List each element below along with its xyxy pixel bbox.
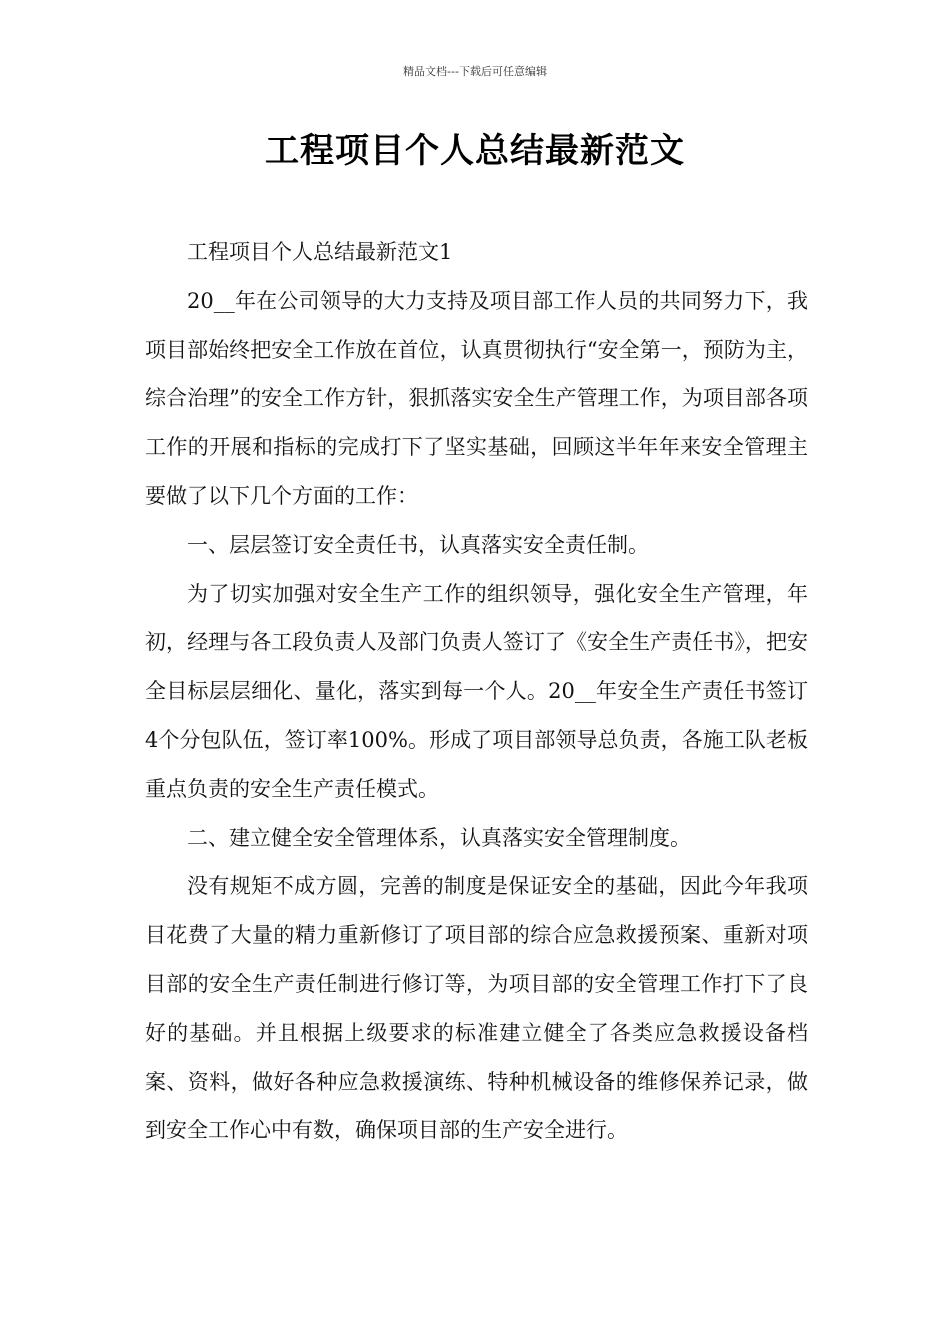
section-heading: 工程项目个人总结最新范文1 [187, 240, 453, 264]
intro-paragraph: 20__年在公司领导的大力支持及项目部工作人员的共同努力下，我项目部始终把安全工作放在首位，认真贯彻执行“安全第一，预防为主，综合治理”的安全工作方针，狠抓落实安全生产管理工作，为项目部各项工作的开展和指标的完成打下了坚实基础，回顾这半年年来安全管理主要做了以下几个方面的工作： [145, 288, 808, 508]
point-two-paragraph: 没有规矩不成方圆，完善的制度是保证安全的基础，因此今年我项目花费了大量的精力重新修订了项目部的综合应急救援预案、重新对项目部的安全生产责任制进行修订等，为项目部的安全管理工作打下了良好的基础。并且根据上级要求的标准建立健全了各类应急救援设备档案、资料，做好各种应急救援演练、特种机械设备的维修保养记录，做到安全工作心中有数，确保项目部的生产安全进行。 [145, 874, 808, 1143]
header-note: 精品文档---下载后可任意编辑 [403, 65, 547, 78]
document-title: 工程项目个人总结最新范文 [265, 131, 685, 171]
point-one-heading: 一、层层签订安全责任书，认真落实安全责任制。 [187, 532, 649, 557]
document-body [145, 228, 808, 1155]
point-one-paragraph: 为了切实加强对安全生产工作的组织领导，强化安全生产管理，年初，经理与各工段负责人及部门负责人签订了《安全生产责任书》，把安全目标层层细化、量化，落实到每一个人。20__年安全生产责任书签订4个分包队伍，签订率100%。形成了项目部领导总负责，各施工队老板重点负责的安全生产责任模式。 [145, 581, 808, 801]
point-two-heading: 二、建立健全安全管理体系，认真落实安全管理制度。 [187, 825, 691, 850]
